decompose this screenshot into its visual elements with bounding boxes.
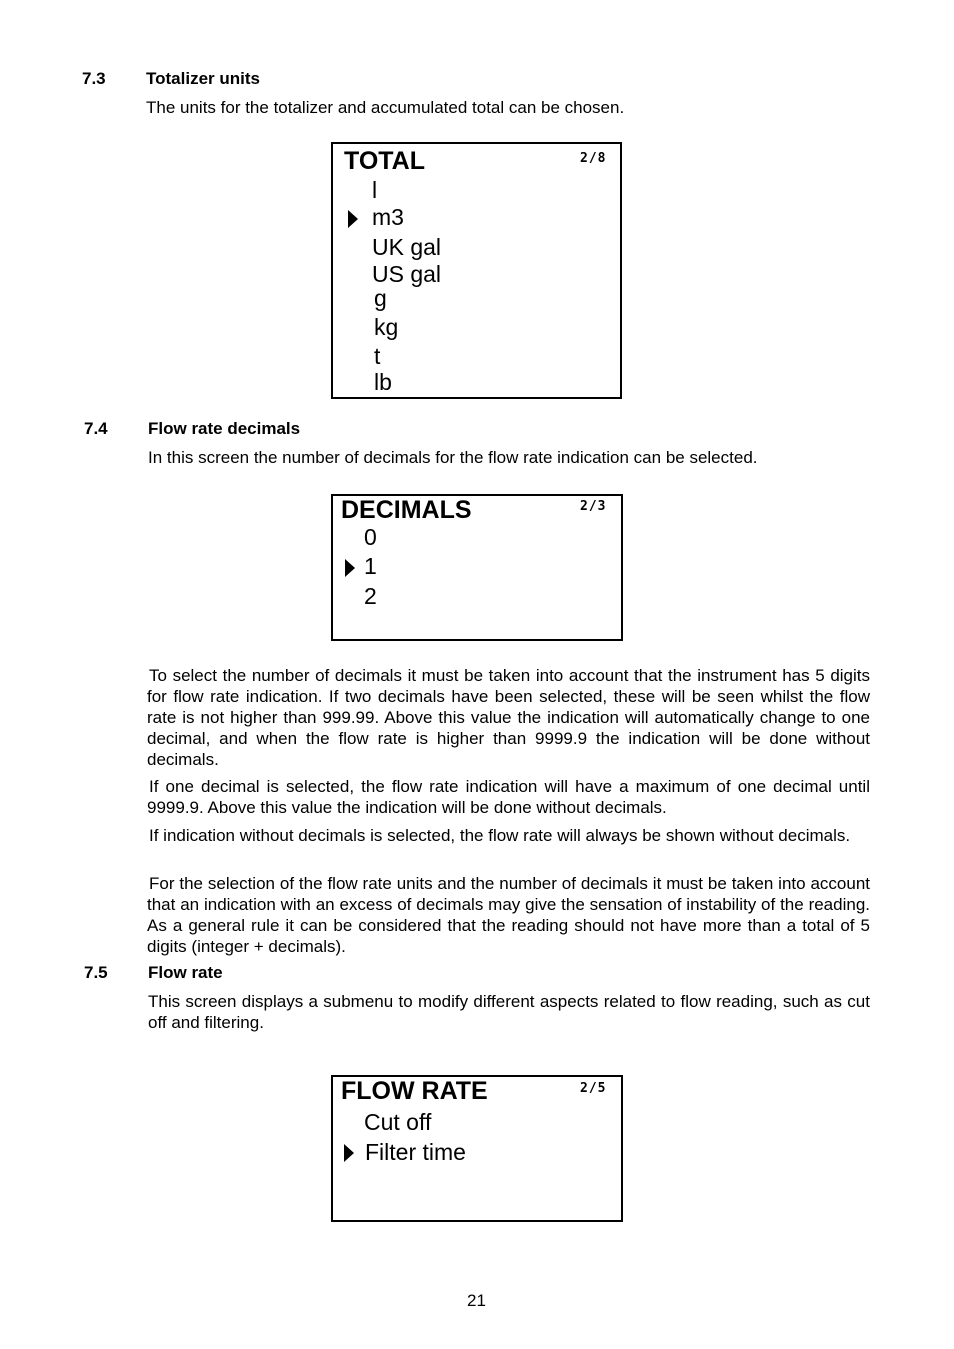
section-title-flow-rate: Flow rate (148, 963, 223, 982)
total-item-l: l (372, 177, 378, 203)
decimals-screen-title: DECIMALS (341, 496, 472, 524)
total-item-g: g (374, 285, 387, 311)
total-item-m3: m3 (372, 204, 404, 230)
flow-rate-screen-title: FLOW RATE (341, 1077, 488, 1105)
section-title-totalizer-units: Totalizer units (146, 69, 260, 88)
total-screen-page-indicator: 2/8 (580, 151, 607, 166)
flow-rate-item-cut-off: Cut off (364, 1109, 432, 1135)
paragraph-general-rule: For the selection of the flow rate units and the number of decimals it must be taken into account that an indication with an excess of decimals may give the sensation of instability of the reading. As a general rule it can be considered that the reading should not have more than a total of 5 digits (integer + decimals). (147, 874, 870, 956)
flow-rate-screen-page-indicator: 2/5 (580, 1081, 607, 1096)
total-screen (331, 142, 622, 399)
decimals-screen-page-indicator: 2/3 (580, 499, 607, 514)
section-text-7-4: In this screen the number of decimals for the flow rate indication can be selected. (148, 448, 758, 467)
section-text-7-3: The units for the totalizer and accumulated total can be chosen. (146, 98, 625, 117)
section-number-7-5: 7.5 (84, 963, 108, 982)
decimals-item-1: 1 (364, 553, 377, 579)
page-number: 21 (467, 1291, 486, 1310)
total-item-uk-gal: UK gal (372, 234, 442, 260)
decimals-screen (331, 494, 623, 641)
total-item-kg: kg (374, 314, 399, 340)
section-title-flow-rate-decimals: Flow rate decimals (148, 419, 301, 438)
section-number-7-4: 7.4 (84, 419, 108, 438)
section-number-7-3: 7.3 (82, 69, 106, 88)
selection-cursor-icon (348, 210, 358, 228)
decimals-item-0: 0 (364, 524, 377, 550)
paragraph-no-decimals: If indication without decimals is selected, the flow rate will always be shown without decimals. (149, 826, 851, 845)
decimals-item-2: 2 (364, 583, 377, 609)
total-item-lb: lb (374, 369, 392, 395)
total-screen-title: TOTAL (344, 147, 426, 175)
total-item-us-gal: US gal (372, 261, 442, 287)
paragraph-decimals-explanation: To select the number of decimals it must be taken into account that the instrument has 5 digits for flow rate indication. If two decimals have been selected, these will be seen whilst the flow rate is not higher than 999.99. Above this value the indication will automatically change to one decimal, and when the flow rate is higher than 9999.9 the indication will be done without decimals. (147, 666, 870, 769)
total-item-t: t (374, 343, 381, 369)
paragraph-one-decimal: If one decimal is selected, the flow rate indication will have a maximum of one decimal until 9999.9. Above this value the indication will be done without decimals. (147, 777, 870, 817)
section-text-7-5: This screen displays a submenu to modify different aspects related to flow reading, such as cut off and filtering. (148, 992, 870, 1032)
selection-cursor-icon (345, 559, 355, 577)
flow-rate-item-filter-time: Filter time (365, 1139, 466, 1165)
selection-cursor-icon (344, 1144, 354, 1162)
flow-rate-screen (331, 1075, 623, 1222)
